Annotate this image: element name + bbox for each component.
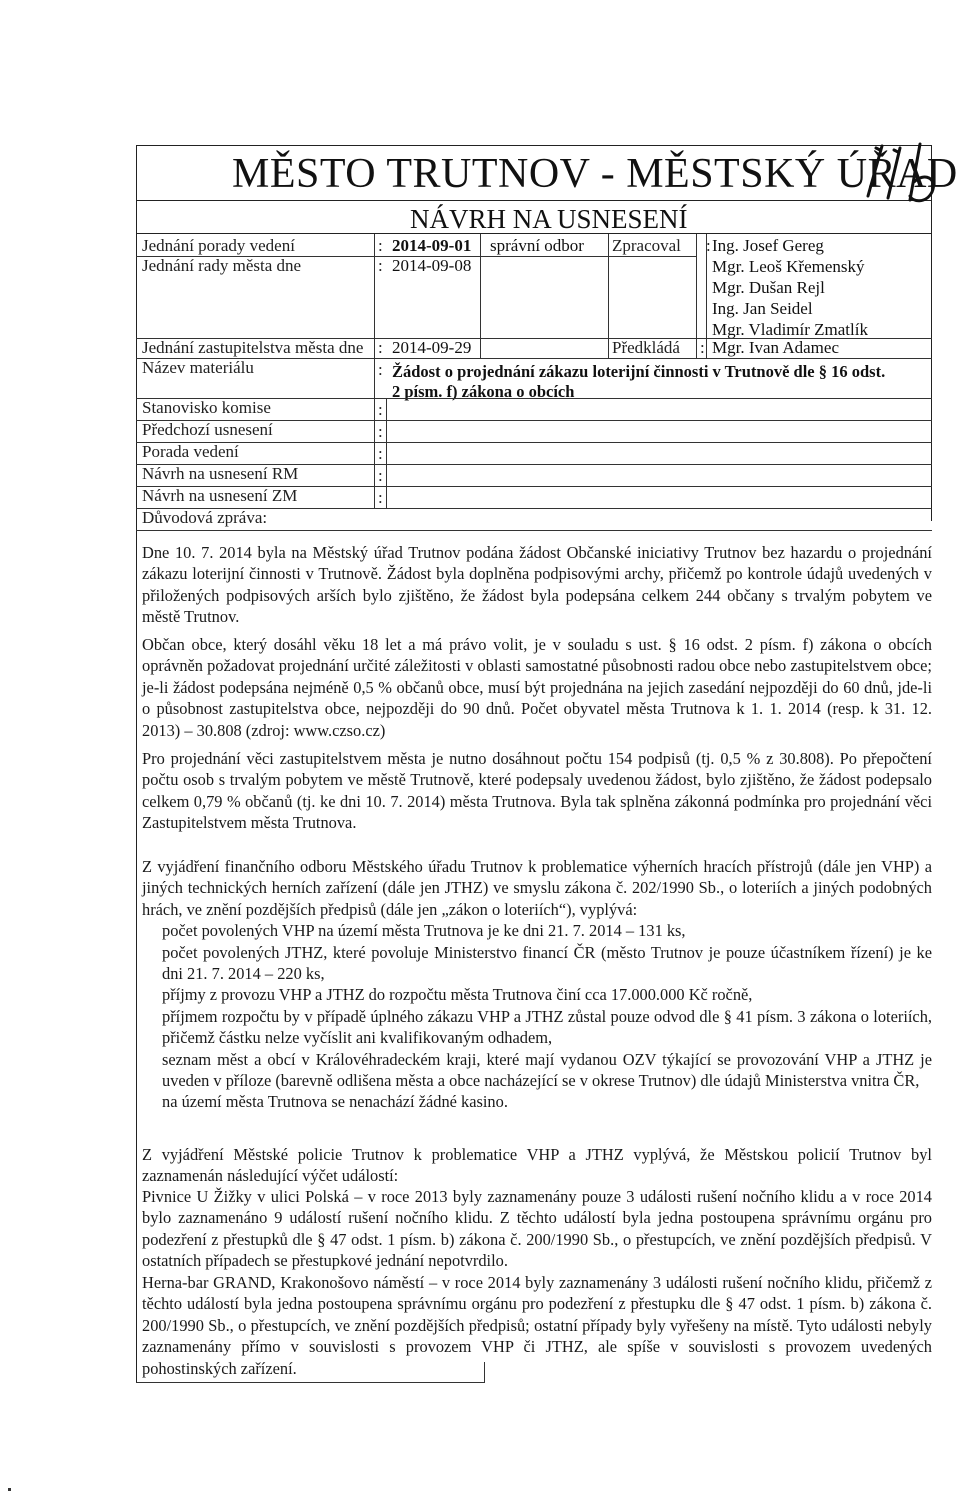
zpracoval-name-1: Ing. Josef Gereg bbox=[712, 236, 824, 255]
list-item: počet povolených VHP na území města Trutnova je ke dni 21. 7. 2014 – 131 ks, bbox=[162, 921, 686, 941]
paragraph-1 bbox=[142, 542, 932, 628]
frame-top-border bbox=[136, 145, 932, 146]
nazev-label: Název materiálu bbox=[142, 358, 254, 377]
colon: : bbox=[378, 256, 383, 275]
paragraph-text: Pivnice U Žižky v ulici Polská – v roce 2013 byly zaznamenány pouze 3 události rušení nočního klidu a v roce 2014 bylo zaznamenáno 9 událostí rušení nočního klidu. Z těchto událostí byla jedna postoupena správnímu orgánu pro podezření z přestupků dle § 47 odst. 1 písm. b) zákona č. 200/1990 Sb., o přestupcích, ve znění pozdějších předpisů. V ostatních případech se přestupkové jednání nepotvrdilo. bbox=[142, 1187, 932, 1271]
colon: : bbox=[378, 236, 383, 255]
odbor-value: správní odbor bbox=[490, 236, 584, 255]
porada-vedeni-label: Porada vedení bbox=[142, 442, 239, 461]
document-subtitle: NÁVRH NA USNESENÍ bbox=[410, 204, 688, 234]
zastupitelstvo-label: Jednání zastupitelstva města dne bbox=[142, 338, 364, 357]
list-item: příjmy z provozu VHP a JTHZ do rozpočtu města Trutnova činí cca 17.000.000 Kč ročně, bbox=[162, 985, 753, 1005]
row-divider bbox=[136, 530, 932, 531]
closing-box-line bbox=[136, 1362, 485, 1383]
colon: : bbox=[700, 338, 705, 357]
navrh-rm-label: Návrh na usnesení RM bbox=[142, 464, 299, 483]
paragraph-text: Občan obce, který dosáhl věku 18 let a má právo volit, je v souladu s ust. § 16 odst. 2 písm. f) zákona o obcích oprávněn požadovat projednání určité záležitosti v oblasti samostatné působnosti radou obce nebo zastupitelstvem obce; je-li žádost podepsána nejméně 0,5 % občanů obce, musí být projednána na jejich zasedání nejpozději do 60 dnů, jde-li o působnost zastupitelstva obce, nejpozději do 90 dnů. Počet obyvatel města Trutnova k 1. 1. 2014 (resp. k 31. 12. 2013) – 30.808 (zdroj: www.czso.cz) bbox=[142, 635, 932, 740]
paragraph-text: Dne 10. 7. 2014 byla na Městský úřad Trutnov podána žádost Občanské iniciativy Trutnov bez hazardu o projednání zákazu loterijní činnosti v Trutnově. Žádost byla doplněna podpisovými archy, přičemž po kontrole údajů uvedených v přiložených podpisových arších bylo zjištěno, že žádost byla podepsána celkem 244 občany s trvalým pobytem ve městě Trutnov. bbox=[142, 543, 932, 627]
colon: : bbox=[706, 236, 711, 255]
predklada-name: Mgr. Ivan Adamec bbox=[712, 338, 839, 357]
navrh-zm-label: Návrh na usnesení ZM bbox=[142, 486, 298, 505]
paragraph-2 bbox=[142, 634, 932, 741]
subtitle-divider bbox=[136, 233, 932, 234]
nazev-line-2: 2 písm. f) zákona o obcích bbox=[392, 382, 575, 401]
document-title: MĚSTO TRUTNOV - MĚSTSKÝ ÚŘAD bbox=[232, 151, 958, 197]
paragraph-text: Pro projednání věci zastupitelstvem města je nutno dosáhnout počtu 154 podpisů (tj. 0,5 % z 30.808). Po přepočtení počtu osob s trvalým pobytem ve městě Trutnově, které podepsaly uvedenou žádost, bylo zjištěno, že žádost podepsalo celkem 0,79 % občanů (tj. ke dni 10. 7. 2014) města Trutnova. Byla tak splněna zákonná podmínka pro projednání věci Zastupitelstvem města Trutnova. bbox=[142, 749, 932, 833]
col-divider bbox=[696, 234, 697, 358]
col-divider bbox=[480, 234, 481, 358]
title-divider bbox=[136, 200, 932, 201]
paragraph-text: Z vyjádření Městské policie Trutnov k problematice VHP a JTHZ vyplývá, že Městskou policií Trutnov byl zaznamenán následující výčet událostí: bbox=[142, 1145, 932, 1186]
colon: : bbox=[378, 360, 383, 379]
zpracoval-label: Zpracoval bbox=[612, 236, 681, 255]
nazev-line-1: Žádost o projednání zákazu loterijní činnosti v Trutnově dle § 16 odst. bbox=[392, 362, 886, 381]
colon: : bbox=[378, 444, 383, 463]
colon: : bbox=[378, 422, 383, 441]
zastupitelstvo-date: 2014-09-29 bbox=[392, 338, 472, 357]
colon: : bbox=[378, 488, 383, 507]
paragraph-text: Herna-bar GRAND, Krakonošovo náměstí – v roce 2014 byly zaznamenány 3 události rušení nočního klidu, přičemž z těchto událostí byla jedna postoupena správnímu orgánu pro podezření z přestupku dle § 47 odst. 1 písm. b) zákona č. 200/1990 Sb., o přestupcích, ve znění pozdějších předpisů; ostatní případy byly vyřešeny na místě. Tyto události nebyly zaznamenány přímo v souvislosti s provozem VHP či JTHZ, ale spíše v souvislosti s provozem uvedených pohostinských zařízení. bbox=[142, 1273, 932, 1378]
zpracoval-name-3: Mgr. Dušan Rejl bbox=[712, 278, 825, 297]
frame-left-border bbox=[136, 145, 137, 1383]
colon: : bbox=[378, 466, 383, 485]
col-divider bbox=[608, 234, 609, 358]
row-divider bbox=[136, 442, 932, 443]
rada-label: Jednání rady města dne bbox=[142, 256, 302, 275]
rada-date: 2014-09-08 bbox=[392, 256, 472, 275]
paragraph-6 bbox=[142, 1186, 932, 1272]
colon: : bbox=[378, 400, 383, 419]
col-divider bbox=[706, 234, 707, 358]
zpracoval-name-4: Ing. Jan Seidel bbox=[712, 299, 813, 318]
paragraph-text: Z vyjádření finančního odboru Městského úřadu Trutnov k problematice výherních hracích přístrojů (dále jen VHP) a jiných technických herních zařízení (dále jen JTHZ) ve smyslu zákona č. 202/1990 Sb., o loteriích a jiných podobných hrách, ve znění pozdějších předpisů (dále jen „zákon o loteriích“), vyplývá: bbox=[142, 857, 932, 919]
col-divider bbox=[374, 234, 375, 358]
zpracoval-name-5: Mgr. Vladimír Zmatlík bbox=[712, 320, 868, 339]
duvodova-label: Důvodová zpráva: bbox=[142, 508, 268, 527]
porada-label: Jednání porady vedení bbox=[142, 236, 295, 255]
colon: : bbox=[378, 338, 383, 357]
row-divider bbox=[608, 256, 696, 257]
scan-speck bbox=[8, 1488, 11, 1491]
zpracoval-name-2: Mgr. Leoš Křemenský bbox=[712, 257, 865, 276]
list-item: na území města Trutnova se nenachází žádné kasino. bbox=[162, 1092, 508, 1112]
predchozi-label: Předchozí usnesení bbox=[142, 420, 273, 439]
predklada-label: Předkládá bbox=[612, 338, 680, 357]
paragraph-5 bbox=[142, 1144, 932, 1187]
list-item: seznam měst a obcí v Královéhradeckém kraji, které mají vydanou OZV týkající se provozování VHP a JTHZ je uveden v příloze (barevně odlišena města a obce nacházející se v okrese Trutnov) dle údajů Ministerstva vnitra ČR, bbox=[162, 1049, 932, 1091]
row-divider bbox=[136, 358, 932, 359]
list-item: příjmem rozpočtu by v případě úplného zákazu VHP a JTHZ zůstal pouze odvod dle § 41 písm. 3 zákona o loteriích, přičemž částku nelze vyčíslit ani kvalifikovaným odhadem, bbox=[162, 1006, 932, 1048]
col-divider bbox=[374, 358, 375, 508]
col-divider bbox=[386, 398, 387, 508]
handwritten-number-stamp bbox=[858, 138, 940, 212]
list-item: počet povolených JTHZ, které povoluje Ministerstvo financí ČR (město Trutnov je pouze účastníkem řízení) je ke dni 21. 7. 2014 – 220 ks, bbox=[162, 942, 932, 984]
stanovisko-label: Stanovisko komise bbox=[142, 398, 271, 417]
paragraph-4 bbox=[142, 856, 932, 1113]
porada-date: 2014-09-01 bbox=[392, 236, 472, 255]
paragraph-3 bbox=[142, 748, 932, 834]
